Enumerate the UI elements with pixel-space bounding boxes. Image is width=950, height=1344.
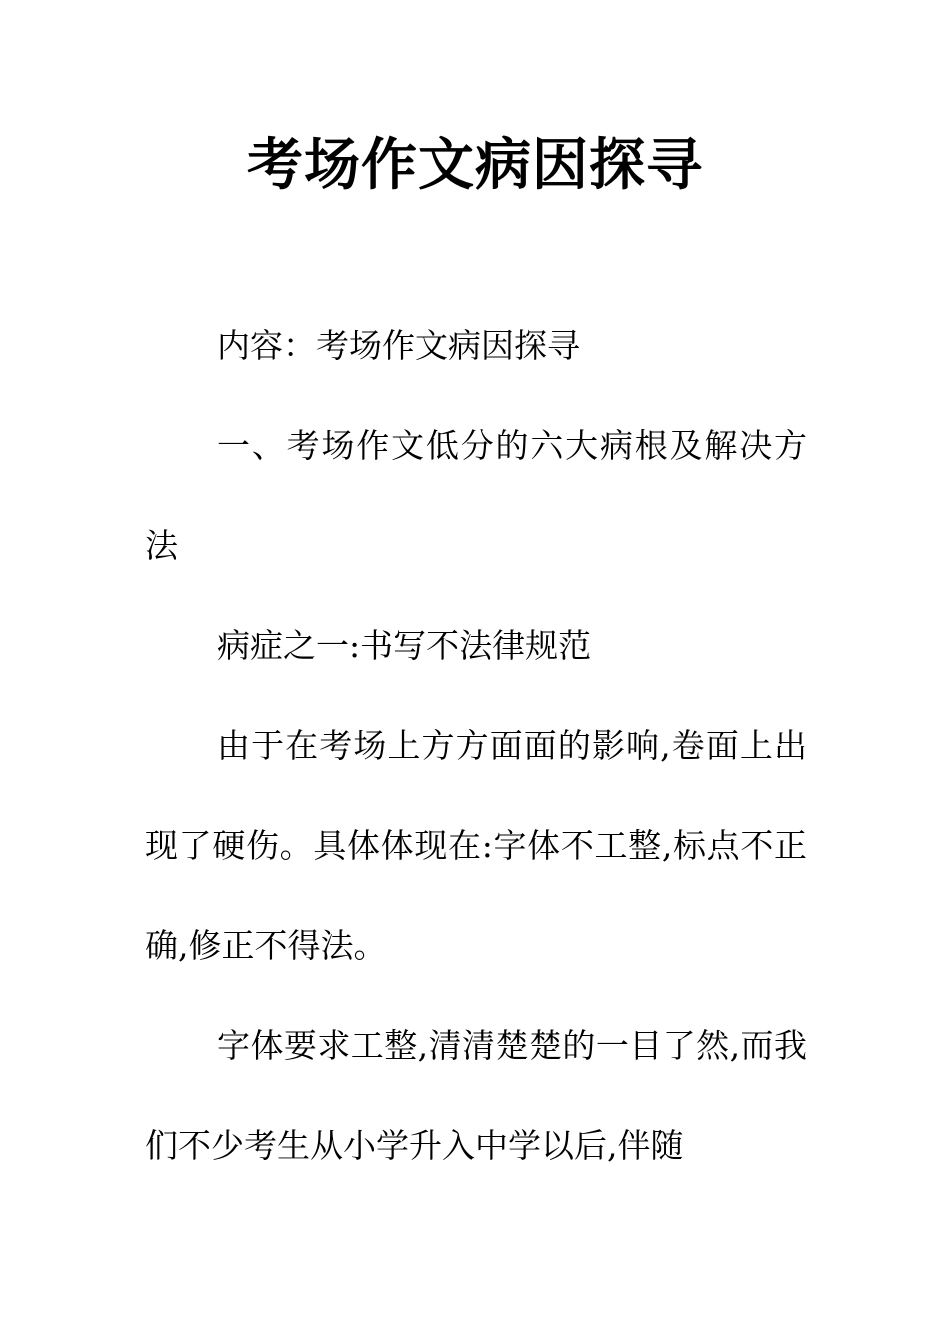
paragraph-symptom-heading: 病症之一:书写不法律规范 <box>217 626 592 665</box>
paragraph-section-heading: 一、考场作文低分的六大病根及解决方法 <box>145 426 807 565</box>
paragraph-body: 字体要求工整,清清楚楚的一目了然,而我们不少考生从小学升入中学以后,伴随 <box>145 1026 807 1165</box>
document-body <box>145 296 807 1196</box>
paragraph-content-label: 内容：考场作文病因探寻 <box>217 326 580 365</box>
paragraph-body: 由于在考场上方方面面的影响,卷面上出现了硬伤。具体体现在:字体不工整,标点不正确,修正不得法。 <box>145 726 807 965</box>
document-title: 考场作文病因探寻 <box>247 133 703 198</box>
